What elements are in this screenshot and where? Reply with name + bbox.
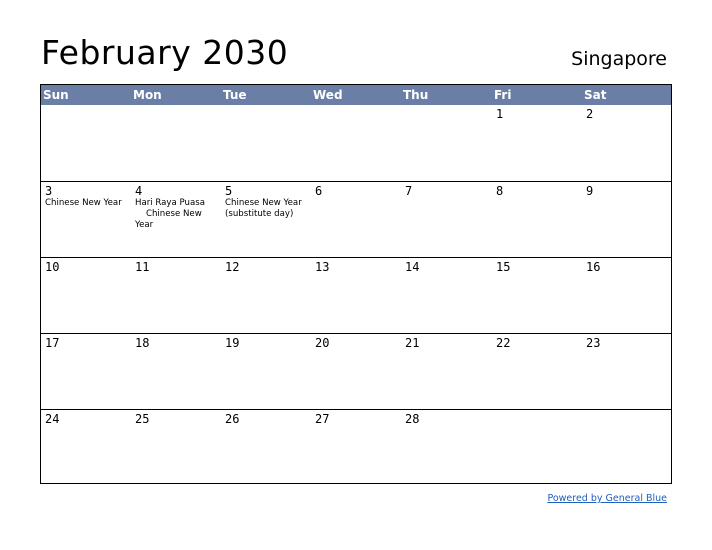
day-number: 3 <box>45 184 53 198</box>
day-number: 19 <box>225 336 240 350</box>
day-number: 14 <box>405 260 420 274</box>
day-header-sun: Sun <box>43 88 69 102</box>
day-header-fri: Fri <box>494 88 512 102</box>
day-cell <box>41 334 131 409</box>
day-of-week-header <box>41 85 671 105</box>
day-cell <box>221 410 311 485</box>
day-cell <box>311 258 401 333</box>
day-cell <box>131 334 221 409</box>
holiday-event: Hari Raya Puasa Chinese New Year <box>135 198 206 230</box>
day-cell <box>401 410 492 485</box>
day-number: 10 <box>45 260 60 274</box>
day-number: 15 <box>496 260 511 274</box>
day-cell <box>401 334 492 409</box>
day-cell <box>492 410 582 485</box>
day-number: 12 <box>225 260 240 274</box>
day-header-wed: Wed <box>313 88 343 102</box>
day-cell <box>492 182 582 257</box>
day-cell <box>311 182 401 257</box>
day-cell <box>311 410 401 485</box>
day-number: 1 <box>496 107 504 121</box>
day-cell <box>582 334 671 409</box>
day-number: 27 <box>315 412 330 426</box>
day-cell <box>41 105 131 180</box>
day-cell <box>221 182 311 257</box>
day-number: 8 <box>496 184 504 198</box>
day-number: 18 <box>135 336 150 350</box>
day-number: 21 <box>405 336 420 350</box>
day-cell <box>221 105 311 180</box>
day-cell <box>582 258 671 333</box>
day-cell <box>582 182 671 257</box>
day-cell <box>41 410 131 485</box>
day-header-sat: Sat <box>584 88 607 102</box>
day-cell <box>582 105 671 180</box>
day-cell <box>131 258 221 333</box>
day-number: 6 <box>315 184 323 198</box>
day-number: 7 <box>405 184 413 198</box>
holiday-event: Chinese New Year (substitute day) <box>225 198 305 219</box>
day-number: 28 <box>405 412 420 426</box>
day-cell <box>41 258 131 333</box>
day-cell <box>131 182 221 257</box>
page-title: February 2030 <box>41 33 289 72</box>
week-row <box>41 105 671 181</box>
week-row <box>41 181 671 257</box>
day-cell <box>221 334 311 409</box>
week-row <box>41 333 671 409</box>
day-number: 4 <box>135 184 143 198</box>
day-cell <box>582 410 671 485</box>
day-number: 5 <box>225 184 233 198</box>
day-number: 22 <box>496 336 511 350</box>
day-cell <box>492 258 582 333</box>
powered-by-link[interactable]: Powered by General Blue <box>547 493 667 504</box>
day-number: 2 <box>586 107 594 121</box>
day-number: 16 <box>586 260 601 274</box>
day-cell <box>131 410 221 485</box>
day-number: 25 <box>135 412 150 426</box>
week-row <box>41 257 671 333</box>
day-cell <box>401 105 492 180</box>
day-cell <box>401 258 492 333</box>
day-number: 9 <box>586 184 594 198</box>
day-cell <box>401 182 492 257</box>
day-cell <box>492 105 582 180</box>
day-header-mon: Mon <box>133 88 162 102</box>
day-cell <box>492 334 582 409</box>
day-number: 24 <box>45 412 60 426</box>
day-cell <box>41 182 131 257</box>
day-cell <box>311 334 401 409</box>
day-cell <box>311 105 401 180</box>
day-number: 26 <box>225 412 240 426</box>
calendar-grid <box>40 84 672 484</box>
holiday-event: Chinese New Year <box>45 198 122 208</box>
day-number: 13 <box>315 260 330 274</box>
week-row <box>41 409 671 485</box>
day-cell <box>221 258 311 333</box>
day-number: 23 <box>586 336 601 350</box>
day-number: 11 <box>135 260 150 274</box>
day-number: 20 <box>315 336 330 350</box>
day-cell <box>131 105 221 180</box>
region-label: Singapore <box>571 48 667 70</box>
day-header-thu: Thu <box>403 88 429 102</box>
day-header-tue: Tue <box>223 88 247 102</box>
day-number: 17 <box>45 336 60 350</box>
